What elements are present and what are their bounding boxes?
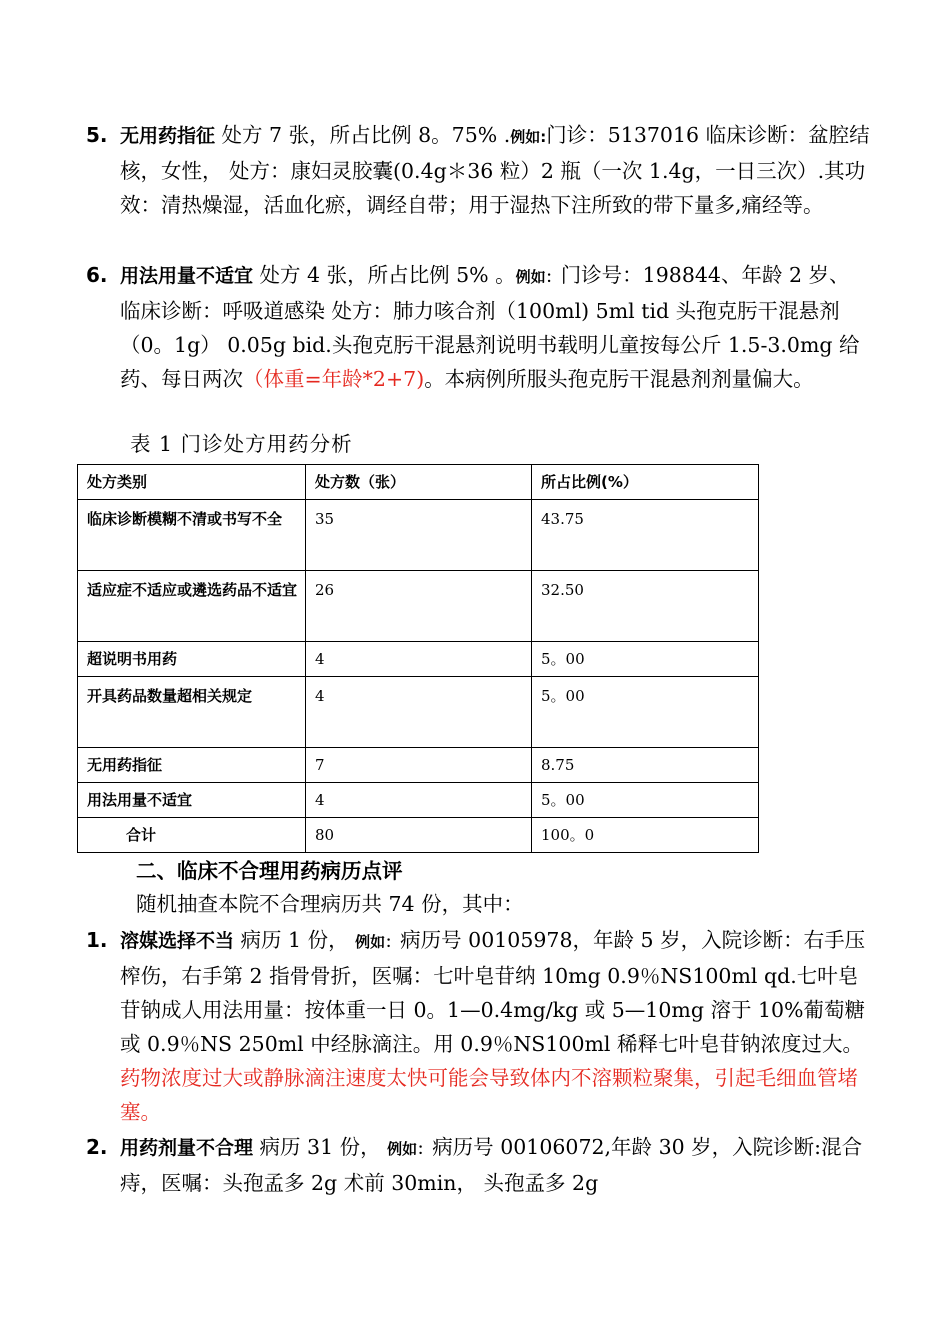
count-cell: 35 bbox=[306, 500, 532, 571]
ratio-cell: 43.75 bbox=[532, 500, 759, 571]
table-header-row bbox=[78, 465, 759, 500]
ratio-cell: 32.50 bbox=[532, 571, 759, 642]
category-cell: 合计 bbox=[78, 818, 306, 853]
column-header: 所占比例(%） bbox=[532, 465, 759, 500]
item-title: 溶媒选择不当 bbox=[120, 930, 235, 952]
count-cell: 4 bbox=[306, 642, 532, 677]
category-cell: 开具药品数量超相关规定 bbox=[78, 677, 306, 748]
ratio-cell: 5。00 bbox=[532, 677, 759, 748]
count-cell: 4 bbox=[306, 677, 532, 748]
item-text: 病历号 00106072,年龄 30 岁，入院诊断:混合痔，医嘱：头孢孟多 2g 术前 30min， 头孢孟多 2g bbox=[120, 1135, 863, 1195]
table-row bbox=[78, 748, 759, 783]
category-cell: 临床诊断模糊不清或书写不全 bbox=[78, 500, 306, 571]
count-cell: 4 bbox=[306, 783, 532, 818]
table-row bbox=[78, 500, 759, 571]
item-body bbox=[120, 258, 876, 396]
table-total-row bbox=[78, 818, 759, 853]
section-intro: 随机抽查本院不合理病历共 74 份，其中： bbox=[136, 892, 524, 916]
example-label: 例如： bbox=[515, 268, 561, 286]
table-row bbox=[78, 783, 759, 818]
count-cell: 7 bbox=[306, 748, 532, 783]
item-text: 处方 4 张，所占比例 5% 。 bbox=[253, 263, 516, 287]
item-text: 门诊：5137016 临床诊断：盆腔结核，女性， 处方：康妇灵胶囊(0.4g＊36 粒）2 瓶（一次 1.4g，一日三次）.其功效：清热燥湿，活血化瘀，调经自带；用于湿热下注所致的带下量多,痛经等。 bbox=[120, 123, 870, 217]
table-row bbox=[78, 642, 759, 677]
item-1 bbox=[86, 923, 876, 1129]
table-row bbox=[78, 677, 759, 748]
item-5 bbox=[86, 118, 876, 222]
category-cell: 无用药指征 bbox=[78, 748, 306, 783]
item-title: 无用药指征 bbox=[120, 125, 216, 147]
category-cell: 适应症不适应或遴选药品不适宜 bbox=[78, 571, 306, 642]
item-text: 病历 1 份， bbox=[234, 928, 356, 952]
item-body bbox=[120, 118, 876, 222]
item-2 bbox=[86, 1130, 876, 1200]
highlight-text: 药物浓度过大或静脉滴注速度太快可能会导致体内不溶颗粒聚集，引起毛细血管堵塞。 bbox=[120, 1066, 858, 1124]
column-header: 处方类别 bbox=[78, 465, 306, 500]
ratio-cell: 100。0 bbox=[532, 818, 759, 853]
category-cell: 超说明书用药 bbox=[78, 642, 306, 677]
column-header: 处方数（张） bbox=[306, 465, 532, 500]
count-cell: 26 bbox=[306, 571, 532, 642]
item-text: 处方 7 张，所占比例 8。75% . bbox=[215, 123, 511, 147]
count-cell: 80 bbox=[306, 818, 532, 853]
item-6 bbox=[86, 258, 876, 396]
item-text: 。本病例所服头孢克肟干混悬剂剂量偏大。 bbox=[424, 367, 814, 391]
section-title: 二、临床不合理用药病历点评 bbox=[136, 859, 403, 883]
item-body bbox=[120, 1130, 876, 1200]
table-row bbox=[78, 571, 759, 642]
ratio-cell: 5。00 bbox=[532, 642, 759, 677]
highlight-text: （体重=年龄*2+7) bbox=[243, 367, 425, 391]
item-text: 病历号 00105978，年龄 5 岁，入院诊断：右手压榨伤，右手第 2 指骨骨折，医嘱：七叶皂苷纳 10mg 0.9％NS100ml qd.七叶皂苷钠成人用法用量：按体重一日 0。1—0.4mg/kg 或 5—10mg 溶于 10%葡萄糖或 0.9％NS 250ml 中经脉滴注。用 0.9％NS100ml 稀释七叶皂苷钠浓度过大。 bbox=[120, 928, 866, 1056]
category-cell: 用法用量不适宜 bbox=[78, 783, 306, 818]
item-text: 病历 31 份， bbox=[253, 1135, 388, 1159]
item-number: 5. bbox=[86, 123, 108, 147]
ratio-cell: 8.75 bbox=[532, 748, 759, 783]
item-title: 用法用量不适宜 bbox=[120, 265, 254, 287]
table-caption: 表 1 门诊处方用药分析 bbox=[130, 432, 353, 456]
prescription-table bbox=[77, 464, 759, 853]
item-number: 2. bbox=[86, 1135, 108, 1159]
item-body bbox=[120, 923, 876, 1129]
item-number: 6. bbox=[86, 263, 108, 287]
example-label: 例如: bbox=[510, 128, 547, 146]
item-title: 用药剂量不合理 bbox=[120, 1137, 254, 1159]
example-label: 例如： bbox=[355, 933, 401, 951]
item-text: 门诊号：198844、年龄 2 岁、 临床诊断：呼吸道感染 处方：肺力咳合剂（100ml) 5ml tid 头孢克肟干混悬剂（0。1g） 0.05g bid.头孢克肟干混悬剂说明书载明儿童按每公斤 1.5-3.0mg 给药、每日两次 bbox=[120, 263, 860, 391]
example-label: 例如： bbox=[387, 1140, 433, 1158]
item-number: 1. bbox=[86, 928, 108, 952]
ratio-cell: 5。00 bbox=[532, 783, 759, 818]
